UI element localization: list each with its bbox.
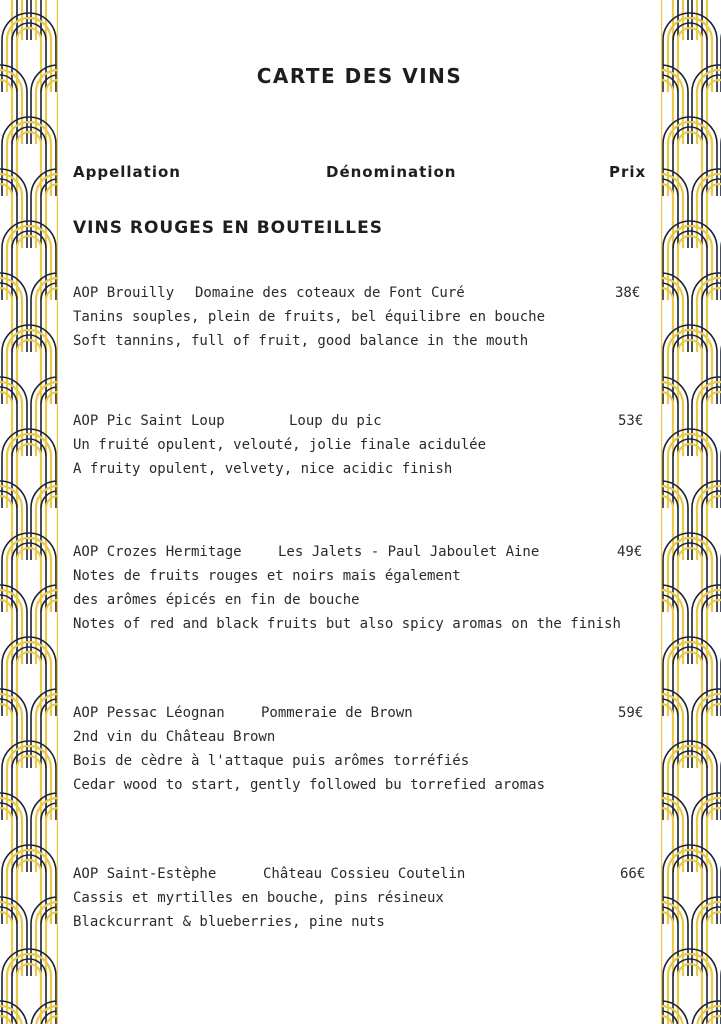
arch-ring — [0, 1001, 27, 1024]
wine-entry — [73, 540, 658, 636]
arch-ring — [663, 13, 717, 92]
column-header-appellation: Appellation — [73, 163, 181, 181]
arch-ring — [663, 637, 717, 716]
arch-ring — [2, 637, 56, 716]
page-title: CARTE DES VINS — [256, 64, 463, 88]
arch-ring — [2, 533, 56, 612]
arch-ring — [707, 1016, 721, 1024]
wine-description-en: Notes of red and black fruits but also spicy aromas on the finish — [73, 616, 621, 632]
wine-description-fr: Cassis et myrtilles en bouche, pins résineux — [73, 890, 444, 906]
wine-description-fr-cont: des arômes épicés en fin de bouche — [73, 592, 360, 608]
wine-denomination: Château Cossieu Coutelin — [263, 866, 466, 882]
wine-price: 49€ — [617, 544, 643, 560]
wine-appellation: AOP Brouilly — [73, 285, 175, 301]
wine-appellation: AOP Saint-Estèphe — [73, 866, 217, 882]
decorative-arch-border-right — [661, 0, 721, 1024]
wine-header-line — [73, 540, 658, 564]
arch-ring — [2, 949, 56, 1024]
arch-ring — [2, 221, 56, 300]
column-header-price: Prix — [609, 163, 647, 181]
wine-price: 66€ — [620, 866, 646, 882]
wine-menu-page — [58, 0, 661, 1024]
wine-note: 2nd vin du Château Brown — [73, 729, 276, 745]
arch-ring — [2, 429, 56, 508]
wine-denomination: Loup du pic — [289, 413, 382, 429]
wine-price: 59€ — [618, 705, 644, 721]
wine-description-en: Soft tannins, full of fruit, good balance in the mouth — [73, 333, 529, 349]
wine-header-line — [73, 409, 658, 433]
arch-ring — [661, 1001, 688, 1024]
arch-ring — [663, 949, 717, 1024]
section-heading: VINS ROUGES EN BOUTEILLES — [73, 218, 383, 238]
wine-denomination: Les Jalets - Paul Jaboulet Aine — [278, 544, 540, 560]
wine-description-en: Blackcurrant & blueberries, pine nuts — [73, 914, 385, 930]
wine-entry — [73, 701, 658, 797]
arch-ring — [663, 845, 717, 924]
wine-appellation: AOP Pessac Léognan — [73, 705, 225, 721]
wine-description-fr: Tanins souples, plein de fruits, bel équilibre en bouche — [73, 309, 546, 325]
wine-price: 38€ — [615, 285, 641, 301]
wine-header-line — [73, 862, 658, 886]
wine-denomination: Pommeraie de Brown — [261, 705, 413, 721]
wine-description-en: Cedar wood to start, gently followed bu torrefied aromas — [73, 777, 546, 793]
wine-description-en: A fruity opulent, velvety, nice acidic finish — [73, 461, 453, 477]
arch-ring — [2, 741, 56, 820]
wine-entry — [73, 281, 658, 353]
arch-ring — [663, 325, 717, 404]
arch-ring — [2, 13, 56, 92]
arch-ring — [663, 429, 717, 508]
decorative-arch-border-left — [0, 0, 58, 1024]
wine-appellation: AOP Crozes Hermitage — [73, 544, 242, 560]
arch-ring — [2, 117, 56, 196]
arch-ring — [663, 741, 717, 820]
wine-denomination: Domaine des coteaux de Font Curé — [195, 285, 465, 301]
arch-ring — [663, 221, 717, 300]
wine-header-line — [73, 701, 658, 725]
column-header-denomination: Dénomination — [326, 163, 457, 181]
wine-description-fr: Bois de cèdre à l'attaque puis arômes torréfiés — [73, 753, 470, 769]
arch-ring — [2, 845, 56, 924]
wine-description-fr: Notes de fruits rouges et noirs mais également — [73, 568, 461, 584]
arch-ring — [678, 964, 702, 1024]
wine-entry — [73, 409, 658, 481]
arch-ring — [663, 117, 717, 196]
wine-entry — [73, 862, 658, 934]
wine-appellation: AOP Pic Saint Loup — [73, 413, 225, 429]
wine-price: 53€ — [618, 413, 644, 429]
arch-ring — [2, 325, 56, 404]
wine-description-fr: Un fruité opulent, velouté, jolie finale acidulée — [73, 437, 487, 453]
arch-ring — [17, 964, 41, 1024]
arch-ring — [31, 1001, 58, 1024]
arch-ring — [663, 533, 717, 612]
wine-header-line — [73, 281, 658, 305]
